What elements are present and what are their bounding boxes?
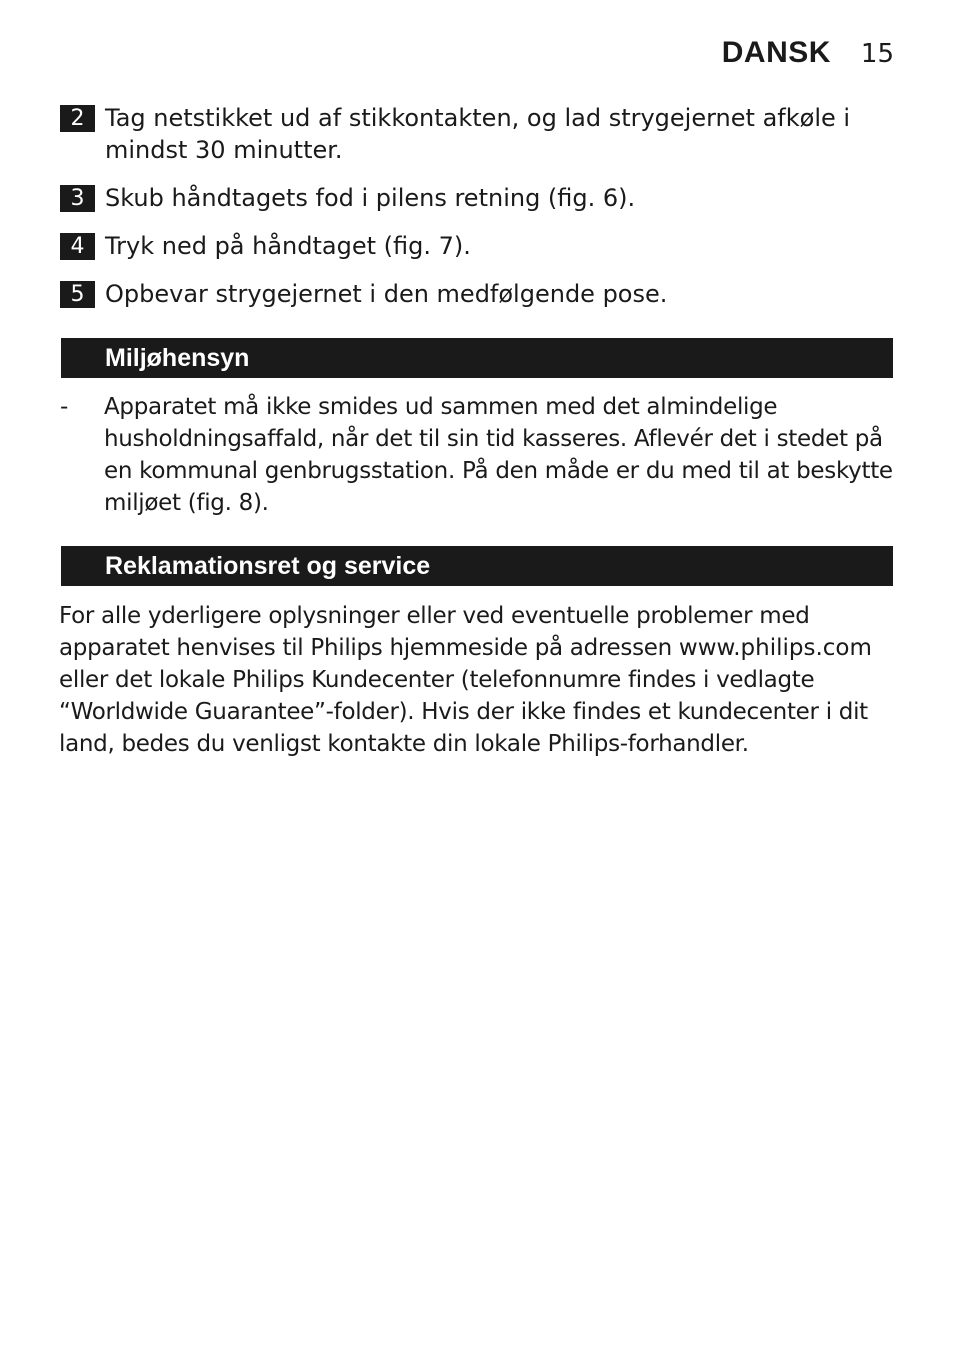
paragraph-text: eller det lokale Philips Kundecenter (telefonnumre findes i vedlagte “Worldwide Guarantee”-folder). Hvis der ikke findes et kundecenter i dit land, bedes du venligst kontakte din lokale Philips-forhandler. — [59, 667, 868, 757]
paragraph-text: For alle yderligere oplysninger eller ved eventuelle problemer med apparatet henvises til Philips hjemmeside på adressen — [59, 603, 810, 661]
step-text: Tag netstikket ud af stikkontakten, og lad strygejernet afkøle i mindst 30 minutter. — [105, 104, 851, 164]
page-header — [722, 36, 894, 70]
step-item — [60, 278, 894, 310]
section-title: Miljøhensyn — [105, 344, 250, 372]
step-number-badge: 5 — [60, 281, 95, 308]
step-item — [60, 102, 894, 166]
page-number: 15 — [860, 39, 894, 69]
step-number-badge: 4 — [60, 233, 95, 260]
step-item — [60, 230, 894, 262]
section-title: Reklamationsret og service — [105, 552, 431, 580]
section-header-environment — [61, 338, 893, 378]
step-text: Opbevar strygejernet i den medfølgende pose. — [105, 280, 668, 308]
language-label: DANSK — [721, 36, 831, 69]
bullet-text: Apparatet må ikke smides ud sammen med det almindelige husholdningsaffald, når det til sin tid kasseres. Aflevér det i stedet på en kommunal genbrugsstation. På den måde er du med til at beskytte miljøet (fig. 8). — [104, 394, 893, 516]
step-text: Tryk ned på håndtaget (fig. 7). — [105, 232, 471, 260]
step-text: Skub håndtagets fod i pilens retning (fig. 6). — [105, 184, 636, 212]
bullet-item — [60, 391, 894, 519]
step-number-badge: 3 — [60, 185, 95, 212]
step-number-badge: 2 — [60, 105, 95, 132]
step-item — [60, 182, 894, 214]
warranty-paragraph — [59, 600, 895, 760]
section-header-warranty — [61, 546, 893, 586]
bullet-marker: - — [60, 394, 69, 420]
step-list — [60, 102, 894, 326]
philips-website-link[interactable]: www.philips.com — [678, 635, 872, 661]
